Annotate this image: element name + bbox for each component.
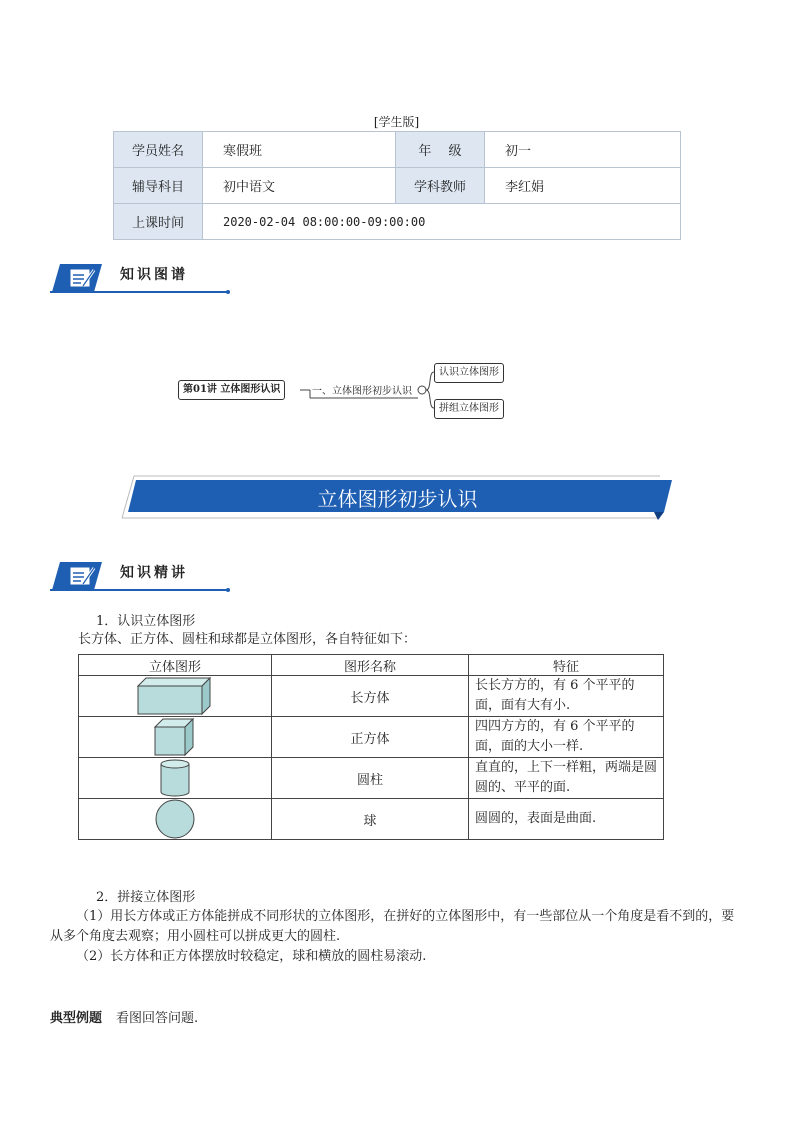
shape-name: 正方体 [272, 717, 469, 758]
shape-feature: 圆圆的，表面是曲面. [469, 799, 664, 840]
edition-label: [学生版] [373, 115, 420, 129]
shape-cell [79, 717, 272, 758]
shape-name: 圆柱 [272, 758, 469, 799]
shape-cell [79, 676, 272, 717]
shape-feature: 四四方方的，有 6 个平平的面，面的大小一样. [469, 717, 664, 758]
item1-heading: 1．认识立体图形 [96, 614, 196, 629]
topic-banner [120, 472, 675, 522]
shape-name: 球 [272, 799, 469, 840]
table-row [79, 758, 664, 799]
cuboid-icon [135, 676, 215, 716]
example-line [50, 1009, 198, 1029]
mind-map-branch: 一、立体图形初步认识 [312, 386, 412, 397]
example-label: 典型例题 [50, 1011, 103, 1026]
info-label: 学科教师 [396, 168, 485, 204]
item1-intro: 长方体、正方体、圆柱和球都是立体图形，各自特征如下： [78, 632, 417, 647]
info-label: 辅导科目 [114, 168, 203, 204]
info-label: 学员姓名 [114, 132, 203, 168]
info-value: 初一 [485, 132, 681, 168]
item2-paragraph-2: （2）长方体和正方体摆放时较稳定，球和横放的圆柱易滚动. [76, 949, 427, 964]
table-row [114, 132, 681, 168]
table-row [114, 204, 681, 240]
cube-icon [152, 717, 198, 757]
section-header-knowledge-map [50, 260, 230, 296]
section-title: 知识精讲 [120, 565, 188, 581]
info-label: 上课时间 [114, 204, 203, 240]
info-value: 初中语文 [203, 168, 396, 204]
mind-map-leaf: 拼组立体图形 [434, 399, 504, 419]
student-info-table [113, 131, 681, 240]
table-row [79, 676, 664, 717]
cylinder-icon [158, 758, 192, 798]
example-text: 看图回答问题. [116, 1011, 199, 1026]
shape-name: 长方体 [272, 676, 469, 717]
column-header: 立体图形 [79, 655, 272, 676]
column-header: 图形名称 [272, 655, 469, 676]
table-row [79, 717, 664, 758]
shape-feature: 长长方方的，有 6 个平平的面，面有大有小. [469, 676, 664, 717]
shape-feature: 直直的，上下一样粗，两端是圆圆的、平平的面. [469, 758, 664, 799]
table-row [114, 168, 681, 204]
section-title: 知识图谱 [120, 267, 188, 283]
table-header-row [79, 655, 664, 676]
info-value: 李红娟 [485, 168, 681, 204]
info-label: 年 级 [396, 132, 485, 168]
mind-map-leaf: 认识立体图形 [434, 363, 504, 383]
info-value: 寒假班 [203, 132, 396, 168]
solid-shapes-table [78, 654, 664, 840]
shape-cell [79, 758, 272, 799]
banner-title: 立体图形初步认识 [317, 487, 478, 511]
shape-cell [79, 799, 272, 840]
mind-map-root: 第01讲 立体图形认识 [178, 380, 285, 400]
item2-paragraph-1: （1）用长方体或正方体能拼成不同形状的立体图形，在拼好的立体图形中，有一些部位从一个角度是看不到的，要从多个角度去观察；用小圆柱可以拼成更大的圆柱. [50, 909, 735, 944]
item2-heading: 2．拼接立体图形 [96, 890, 196, 905]
section-header-knowledge-lecture [50, 558, 230, 594]
sphere-icon [154, 799, 196, 839]
info-value: 2020-02-04 08:00:00-09:00:00 [203, 204, 681, 240]
table-row [79, 799, 664, 840]
column-header: 特征 [469, 655, 664, 676]
